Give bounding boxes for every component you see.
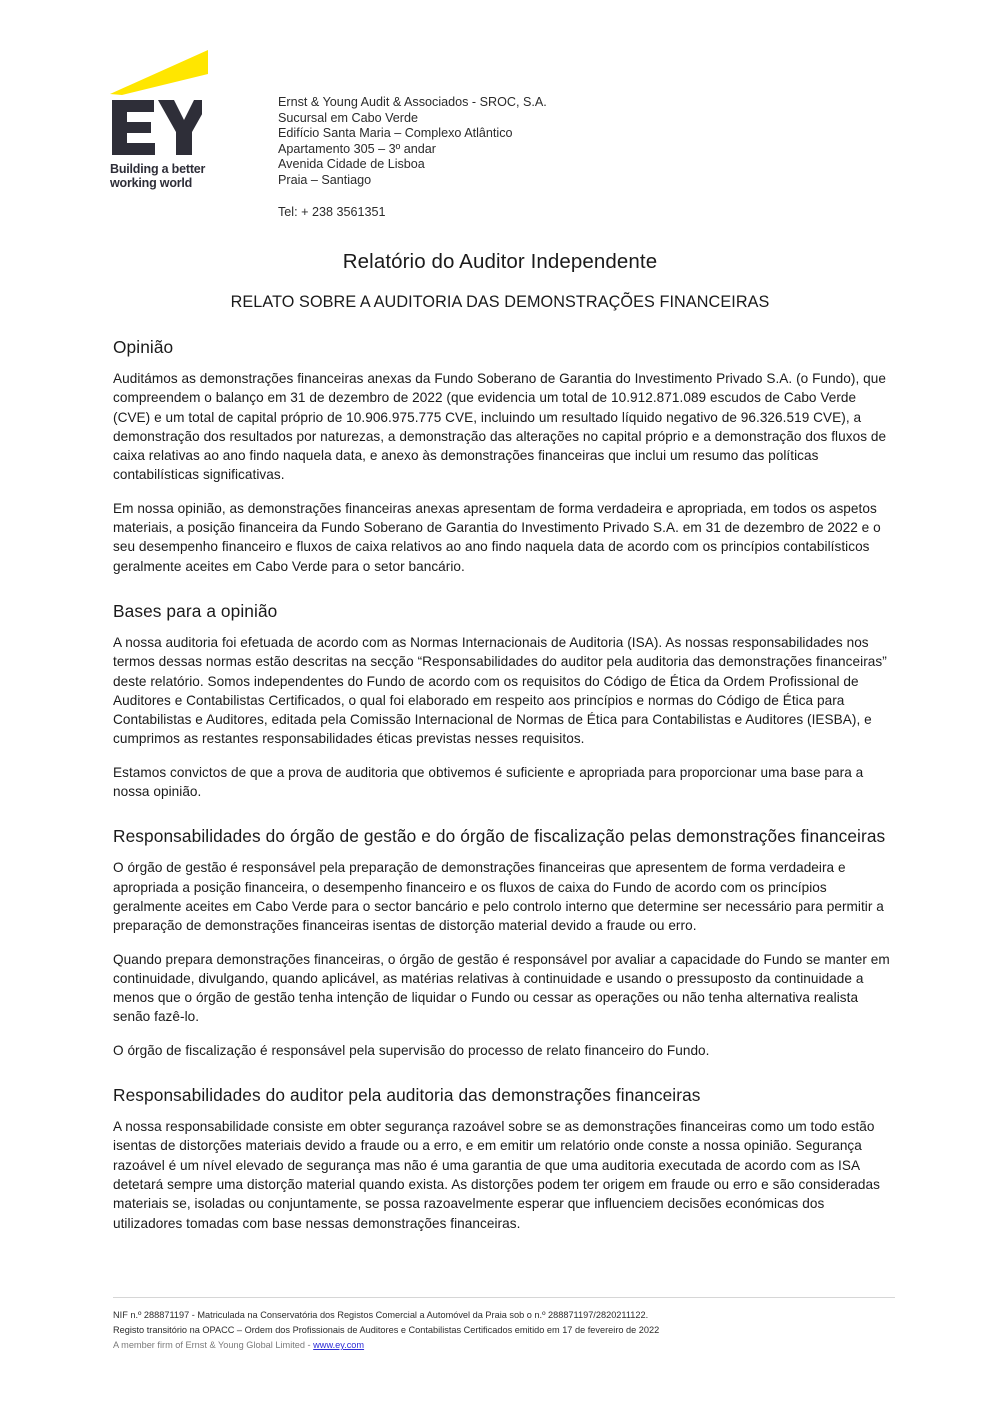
paragraph: Auditámos as demonstrações financeiras anexas da Fundo Soberano de Garantia do Investimento Privado S.A. (o Fundo), que compreendem o balanço em 31 de dezembro de 2022 (que evidencia um total de 10.912.871.089 escudos de Cabo Verde (CVE) e um total de capital próprio de 10.906.975.775 CVE, incluindo um resultado líquido negativo de 96.326.519 CVE), a demonstração dos resultados por naturezas, a demonstração das alterações no capital próprio e a demonstração dos fluxos de caixa relativas ao ano findo naquela data, e anexo às demonstrações financeiras que inclui um resumo das políticas contabilísticas significativas. — [113, 371, 887, 483]
section-responsabilidades-orgao-gestao — [113, 825, 895, 1060]
section-heading-opiniao: Opinião — [113, 337, 174, 357]
footer-line-nif: NIF n.º 288871197 - Matriculada na Conservatória dos Registos Comercial a Automóvel da Praia sob o n.º 288871197/2820211122. — [113, 1310, 649, 1320]
footer-member-firm-text: A member firm of Ernst & Young Global Limited - — [113, 1340, 314, 1350]
ey-tagline — [110, 162, 240, 190]
document-body — [113, 336, 895, 1233]
address-line: Edifício Santa Maria – Complexo Atlântico — [278, 126, 513, 141]
ey-logo — [110, 48, 240, 190]
section-heading-auditor: Responsabilidades do auditor pela auditoria das demonstrações financeiras — [113, 1085, 701, 1106]
footer-line-registo: Registo transitório na OPACC – Ordem dos Profissionais de Auditores e Contabilistas Certificados emitido em 17 de fevereiro de 2022 — [113, 1325, 660, 1335]
paragraph: O órgão de gestão é responsável pela preparação de demonstrações financeiras que apresentem de forma verdadeira e apropriada a posição financeira, o desempenho financeiro e os fluxos de caixa do Fundo de acordo com os princípios geralmente aceites em Cabo Verde para o sector bancário e pelo controlo interno que determine ser necessário para permitir a preparação de demonstrações financeiras isentas de distorção material devido a fraude ou erro. — [113, 860, 884, 934]
address-line: Sucursal em Cabo Verde — [278, 110, 419, 125]
footer-divider — [113, 1297, 895, 1298]
page-subtitle: RELATO SOBRE A AUDITORIA DAS DEMONSTRAÇÕES FINANCEIRAS — [230, 293, 770, 311]
telephone-line: Tel: + 238 3561351 — [278, 204, 386, 219]
document-header — [0, 0, 1000, 230]
section-opiniao — [113, 336, 895, 576]
address-line: Avenida Cidade de Lisboa — [278, 157, 425, 172]
paragraph: A nossa responsabilidade consiste em obter segurança razoável sobre se as demonstrações financeiras como um todo estão isentas de distorções materiais devido a fraude ou a erro, e em emitir um relatório onde conste a nossa opinião. Segurança razoável é um nível elevado de segurança mas não é uma garantia de que uma auditoria executada de acordo com as ISA detetará sempre uma distorção material quando exista. As distorções podem ter origem em fraude ou erro e são consideradas materiais se, isoladas ou conjuntamente, se possa razoavelmente esperar que influenciem decisões económicas dos utilizadores tomadas com base nessas demonstrações financeiras. — [113, 1119, 880, 1231]
paragraph: A nossa auditoria foi efetuada de acordo com as Normas Internacionais de Auditoria (ISA). As nossas responsabilidades nos termos dessas normas estão descritas na secção “Responsabilidades do auditor pela auditoria das demonstrações financeiras” deste relatório. Somos independentes do Fundo de acordo com os requisitos do Código de Ética da Ordem Profissional de Auditores e Contabilistas Certificados, o qual foi elaborado em respeito aos princípios e normas do Código de Ética para Contabilistas e Auditores, editada pela Comissão Internacional de Normas de Ética para Contabilistas e Auditores (IESBA), e cumprimos as restantes responsabilidades éticas previstas nesses requisitos. — [113, 634, 887, 747]
address-line: Praia – Santiago — [278, 172, 372, 187]
ey-tagline-line-1: Building a better — [110, 162, 206, 176]
section-heading-orgao-gestao: Responsabilidades do órgão de gestão e do órgão de fiscalização pelas demonstrações financeiras — [113, 826, 886, 847]
paragraph: Em nossa opinião, as demonstrações financeiras anexas apresentam de forma verdadeira e apropriada, em todos os aspetos materiais, a posição financeira da Fundo Soberano de Garantia do Investimento Privado S.A. em 31 de dezembro de 2022 e o seu desempenho financeiro e fluxos de caixa relativos ao ano findo naquela data de acordo com os princípios contabilísticos geralmente aceites em Cabo Verde para o setor bancário. — [113, 500, 881, 574]
paragraph: Quando prepara demonstrações financeiras, o órgão de gestão é responsável por avaliar a capacidade do Fundo se manter em continuidade, divulgando, quando aplicável, as matérias relativas à continuidade e usando o pressuposto da continuidade a menos que o órgão de gestão tenha intenção de liquidar o Fundo ou cessar as operações ou não tenha alternativa realista senão fazê-lo. — [113, 951, 890, 1025]
ey-website-link[interactable]: www.ey.com — [313, 1340, 365, 1350]
ey-beam-icon — [110, 48, 210, 96]
address-line: Ernst & Young Audit & Associados - SROC, S.A. — [278, 95, 547, 109]
ey-tagline-line-2: working world — [110, 176, 193, 190]
footer-line-member-firm — [113, 1338, 895, 1353]
firm-address-block — [278, 95, 547, 220]
document-footer — [113, 1297, 895, 1353]
ey-wordmark-icon — [110, 98, 202, 156]
address-line: Apartamento 305 – 3º andar — [278, 141, 436, 156]
page-title: Relatório do Auditor Independente — [342, 250, 658, 273]
section-responsabilidades-auditor — [113, 1084, 895, 1233]
section-bases-para-a-opiniao — [113, 600, 895, 801]
paragraph: O órgão de fiscalização é responsável pela supervisão do processo de relato financeiro do Fundo. — [113, 1042, 710, 1058]
paragraph: Estamos convictos de que a prova de auditoria que obtivemos é suficiente e apropriada para proporcionar uma base para a nossa opinião. — [113, 764, 864, 800]
section-heading-bases: Bases para a opinião — [113, 600, 278, 621]
